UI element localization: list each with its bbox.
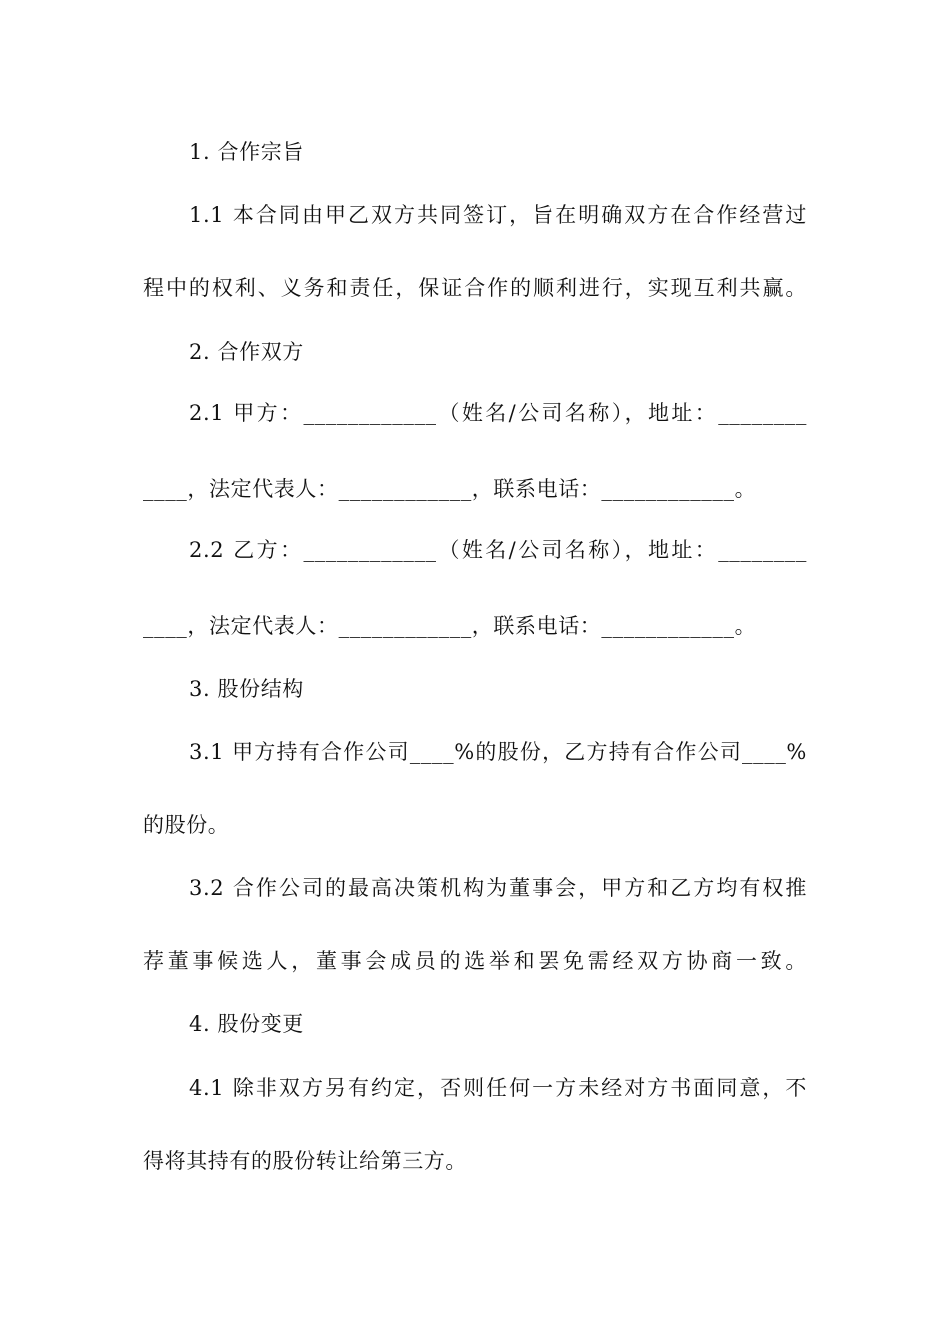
clause-3-2-line-2: 荐董事候选人，董事会成员的选举和罢免需经双方协商一致。 xyxy=(143,949,807,973)
section-2-heading: 2. 合作双方 xyxy=(189,340,304,364)
clause-2-2-line-1: 2.2 乙方：____________（姓名/公司名称），地址：________ xyxy=(189,538,807,562)
section-1-heading: 1. 合作宗旨 xyxy=(189,140,304,164)
clause-3-1-line-1: 3.1 甲方持有合作公司____%的股份，乙方持有合作公司____% xyxy=(189,740,807,764)
section-4-heading: 4. 股份变更 xyxy=(189,1012,304,1036)
clause-2-2-line-2: ____，法定代表人：____________，联系电话：____________。 xyxy=(143,614,757,638)
clause-3-1-line-2: 的股份。 xyxy=(143,813,230,837)
clause-3-2-line-1: 3.2 合作公司的最高决策机构为董事会，甲方和乙方均有权推 xyxy=(189,876,807,900)
clause-2-1-line-1: 2.1 甲方：____________（姓名/公司名称），地址：________ xyxy=(189,401,807,425)
section-3-heading: 3. 股份结构 xyxy=(189,677,304,701)
clause-4-1-line-1: 4.1 除非双方另有约定，否则任何一方未经对方书面同意，不 xyxy=(189,1076,807,1100)
clause-1-1-line-2: 程中的权利、义务和责任，保证合作的顺利进行，实现互利共赢。 xyxy=(143,276,807,300)
clause-4-1-line-2: 得将其持有的股份转让给第三方。 xyxy=(143,1149,467,1173)
clause-2-1-line-2: ____，法定代表人：____________，联系电话：____________。 xyxy=(143,477,757,501)
clause-1-1-line-1: 1.1 本合同由甲乙双方共同签订，旨在明确双方在合作经营过 xyxy=(189,203,807,227)
